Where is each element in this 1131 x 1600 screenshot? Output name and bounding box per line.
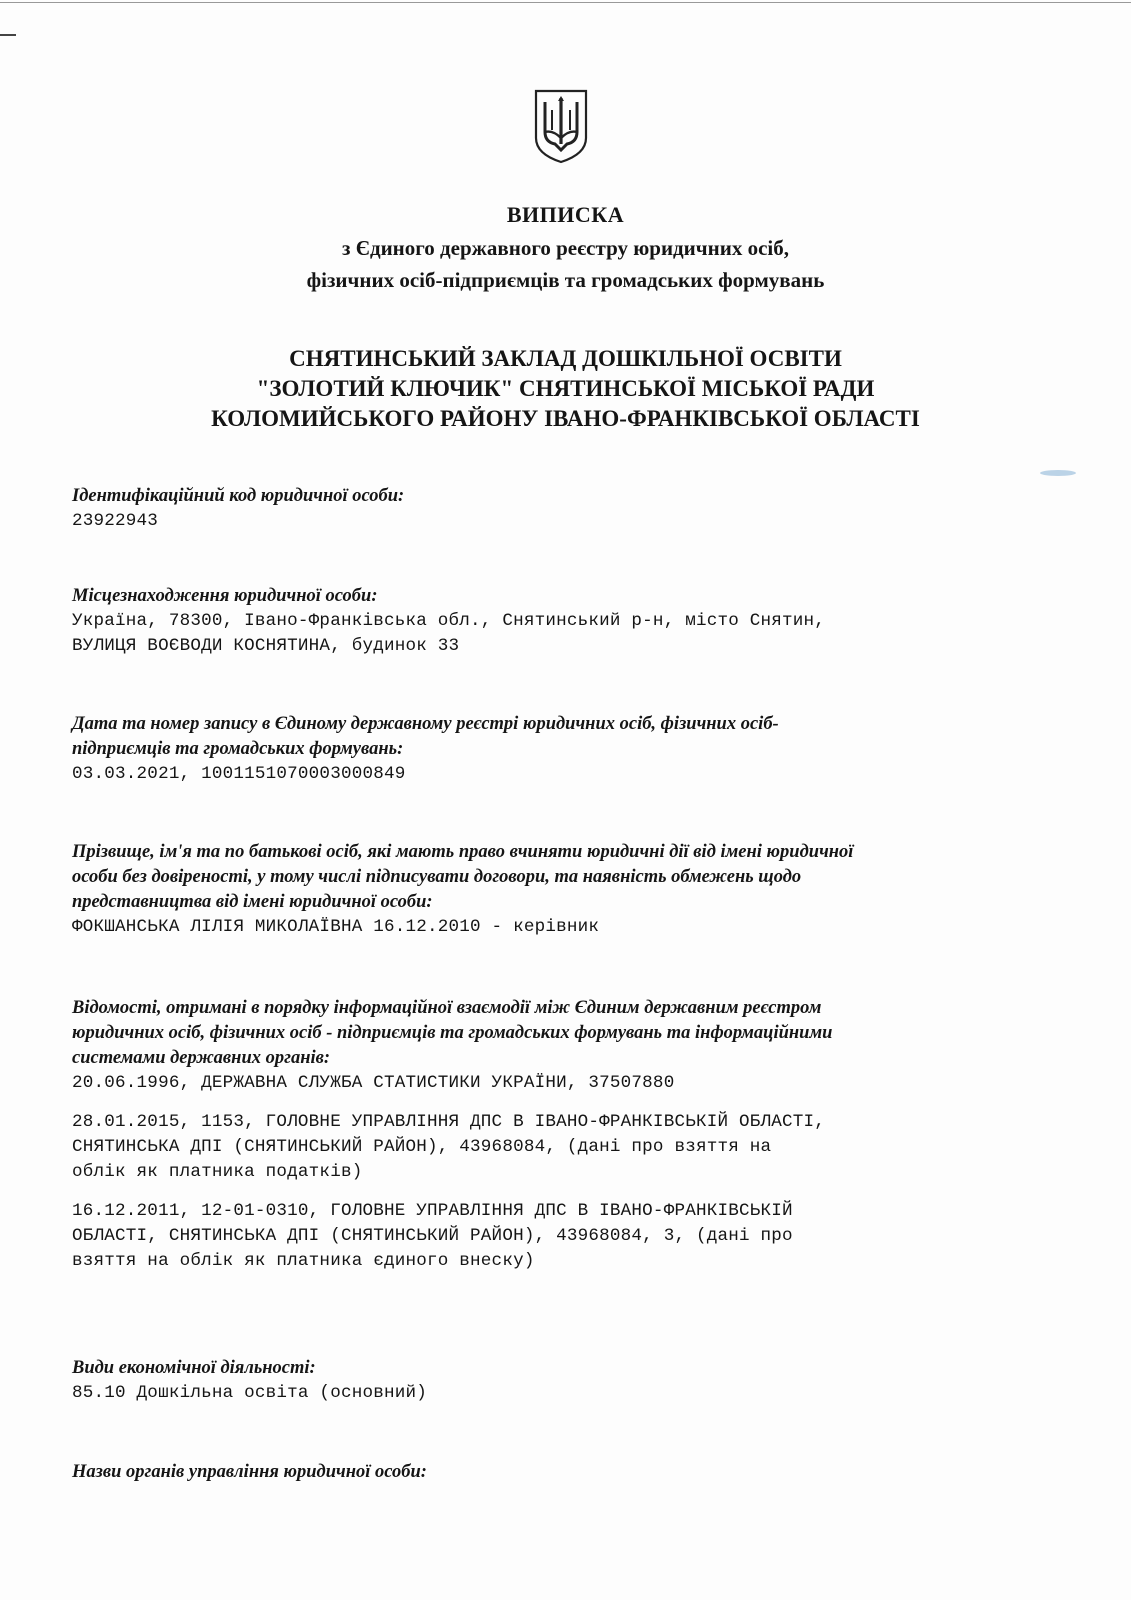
representatives-label-line3: представництва від імені юридичної особи: xyxy=(72,892,433,912)
interaction-label-line2: юридичних осіб, фізичних осіб - підприємців та громадських формувань та інформаційними xyxy=(72,1023,833,1043)
section-id-code xyxy=(72,484,1062,534)
interaction-entry3-line1: 16.12.2011, 12-01-0310, ГОЛОВНЕ УПРАВЛІННЯ ДПС В ІВАНО-ФРАНКІВСЬКІЙ xyxy=(72,1201,793,1221)
registration-value: 03.03.2021, 1001151070003000849 xyxy=(72,764,406,784)
representatives-label-line1: Прізвище, ім'я та по батькові осіб, які мають право вчиняти юридичні дії від імені юридичної xyxy=(72,842,854,862)
interaction-entry1: 20.06.1996, ДЕРЖАВНА СЛУЖБА СТАТИСТИКИ УКРАЇНИ, 37507880 xyxy=(72,1073,675,1093)
section-activities xyxy=(72,1356,1062,1406)
interaction-entry3-line3: взяття на облік як платника єдиного внеску) xyxy=(72,1251,535,1271)
interaction-label-line3: системами державних органів: xyxy=(72,1048,331,1068)
document-title: ВИПИСКА xyxy=(506,202,625,227)
section-interaction xyxy=(72,996,1062,1274)
document-subtitle-line2: фізичних осіб-підприємців та громадських формувань xyxy=(306,268,825,292)
location-value-line2: ВУЛИЦЯ ВОЄВОДИ КОСНЯТИНА, будинок 33 xyxy=(72,636,460,656)
entry-spacer xyxy=(72,1185,1062,1199)
interaction-entry3-line2: ОБЛАСТІ, СНЯТИНСЬКА ДПІ (СНЯТИНСЬКИЙ РАЙОН), 43968084, 3, (дані про xyxy=(72,1226,793,1246)
activities-value: 85.10 Дошкільна освіта (основний) xyxy=(72,1383,428,1403)
representatives-value: ФОКШАНСЬКА ЛІЛІЯ МИКОЛАЇВНА 16.12.2010 - керівник xyxy=(72,917,600,937)
interaction-entry2-line2: СНЯТИНСЬКА ДПІ (СНЯТИНСЬКИЙ РАЙОН), 43968084, (дані про взяття на xyxy=(72,1137,772,1157)
id-code-value: 23922943 xyxy=(72,511,159,531)
interaction-entry2-line1: 28.01.2015, 1153, ГОЛОВНЕ УПРАВЛІННЯ ДПС В ІВАНО-ФРАНКІВСЬКІЙ ОБЛАСТІ, xyxy=(72,1112,826,1132)
scan-ink-spot xyxy=(1040,470,1076,476)
scan-top-edge xyxy=(0,2,1131,3)
activities-label: Види економічної діяльності: xyxy=(72,1358,316,1378)
interaction-label-line1: Відомості, отримані в порядку інформаційної взаємодії між Єдиним державним реєстром xyxy=(72,998,822,1018)
representatives-label-line2: особи без довіреності, у тому числі підписувати договори, та наявність обмежень щодо xyxy=(72,867,802,887)
interaction-entry2-line3: облік як платника податків) xyxy=(72,1162,363,1182)
scan-edge-mark xyxy=(0,34,16,36)
section-representatives xyxy=(72,840,1062,940)
entry-spacer xyxy=(72,1096,1062,1110)
organization-name-line2: "ЗОЛОТИЙ КЛЮЧИК" СНЯТИНСЬКОЇ МІСЬКОЇ РАДИ xyxy=(256,376,875,401)
section-registration xyxy=(72,712,1062,787)
registration-label-line2: підприємців та громадських формувань: xyxy=(72,739,404,759)
document-subtitle-line1: з Єдиного державного реєстру юридичних осіб, xyxy=(342,236,789,260)
location-value-line1: Україна, 78300, Івано-Франківська обл., Снятинський р-н, місто Снятин, xyxy=(72,611,826,631)
location-label: Місцезнаходження юридичної особи: xyxy=(72,586,378,606)
governance-label: Назви органів управління юридичної особи: xyxy=(72,1462,427,1482)
coat-of-arms-icon xyxy=(533,88,589,164)
section-location xyxy=(72,584,1062,659)
organization-name-line1: СНЯТИНСЬКИЙ ЗАКЛАД ДОШКІЛЬНОЇ ОСВІТИ xyxy=(289,346,842,371)
id-code-label: Ідентифікаційний код юридичної особи: xyxy=(72,486,405,506)
registration-label-line1: Дата та номер запису в Єдиному державному реєстрі юридичних осіб, фізичних осіб- xyxy=(72,714,779,734)
organization-name xyxy=(0,344,1131,434)
organization-name-line3: КОЛОМИЙСЬКОГО РАЙОНУ ІВАНО-ФРАНКІВСЬКОЇ ОБЛАСТІ xyxy=(211,406,920,431)
section-governance xyxy=(72,1460,1062,1485)
